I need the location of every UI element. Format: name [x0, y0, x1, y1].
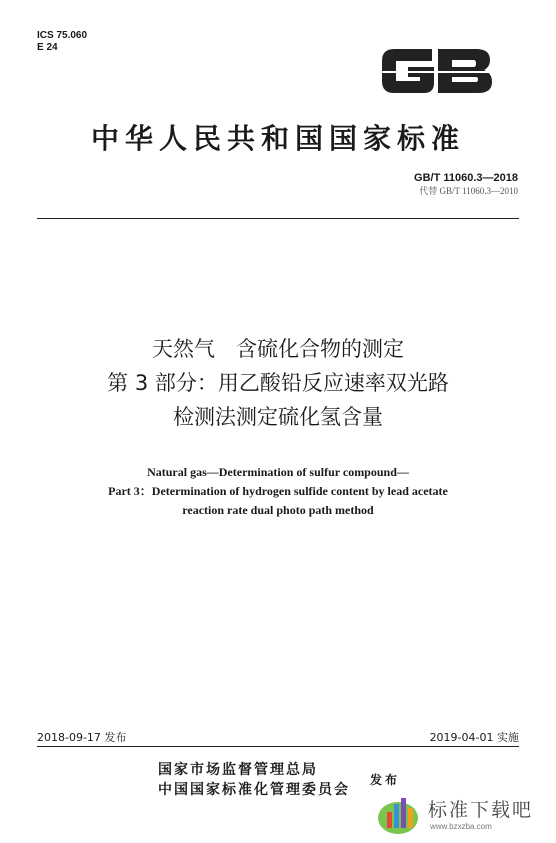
- issuer-sac: 中国国家标准化管理委员会: [158, 782, 350, 798]
- english-title: [0, 463, 556, 520]
- standard-number: GB/T 11060.3—2018: [414, 172, 518, 184]
- bar-chart-logo-icon: [378, 798, 418, 834]
- issuing-authorities: [158, 760, 350, 800]
- chinese-title-line-3: 检测法测定硫化氢含量: [173, 405, 383, 429]
- implementation-date: 2019-04-01 实施: [429, 731, 519, 744]
- watermark-url: www.bzxzba.com: [430, 822, 492, 831]
- chinese-title: [0, 332, 556, 434]
- national-standard-title: 中华人民共和国国家标准: [90, 122, 465, 155]
- ccs-code: E 24: [37, 42, 58, 53]
- gb-logo: [378, 41, 496, 101]
- issuer-samr: 国家市场监督管理总局: [158, 762, 318, 778]
- english-title-line-1: Natural gas—Determination of sulfur compound—: [147, 465, 409, 479]
- english-title-line-2: Part 3：Determination of hydrogen sulfide content by lead acetate: [108, 484, 448, 498]
- publish-label: 发布: [370, 773, 401, 787]
- watermark-site-name: 标准下载吧: [428, 799, 534, 821]
- replaces-standard: 代替 GB/T 11060.3—2010: [419, 186, 518, 196]
- english-title-line-3: reaction rate dual photo path method: [182, 503, 374, 517]
- top-divider: [37, 218, 519, 219]
- bottom-divider: [37, 746, 519, 747]
- standard-number-block: [414, 172, 518, 197]
- chinese-title-line-1: 天然气 含硫化合物的测定: [152, 337, 404, 361]
- classification-codes: [37, 30, 87, 54]
- chinese-title-line-2: 第 3 部分：用乙酸铅反应速率双光路: [107, 371, 449, 395]
- ics-code: ICS 75.060: [37, 30, 88, 41]
- issue-date: 2018-09-17 发布: [37, 731, 127, 744]
